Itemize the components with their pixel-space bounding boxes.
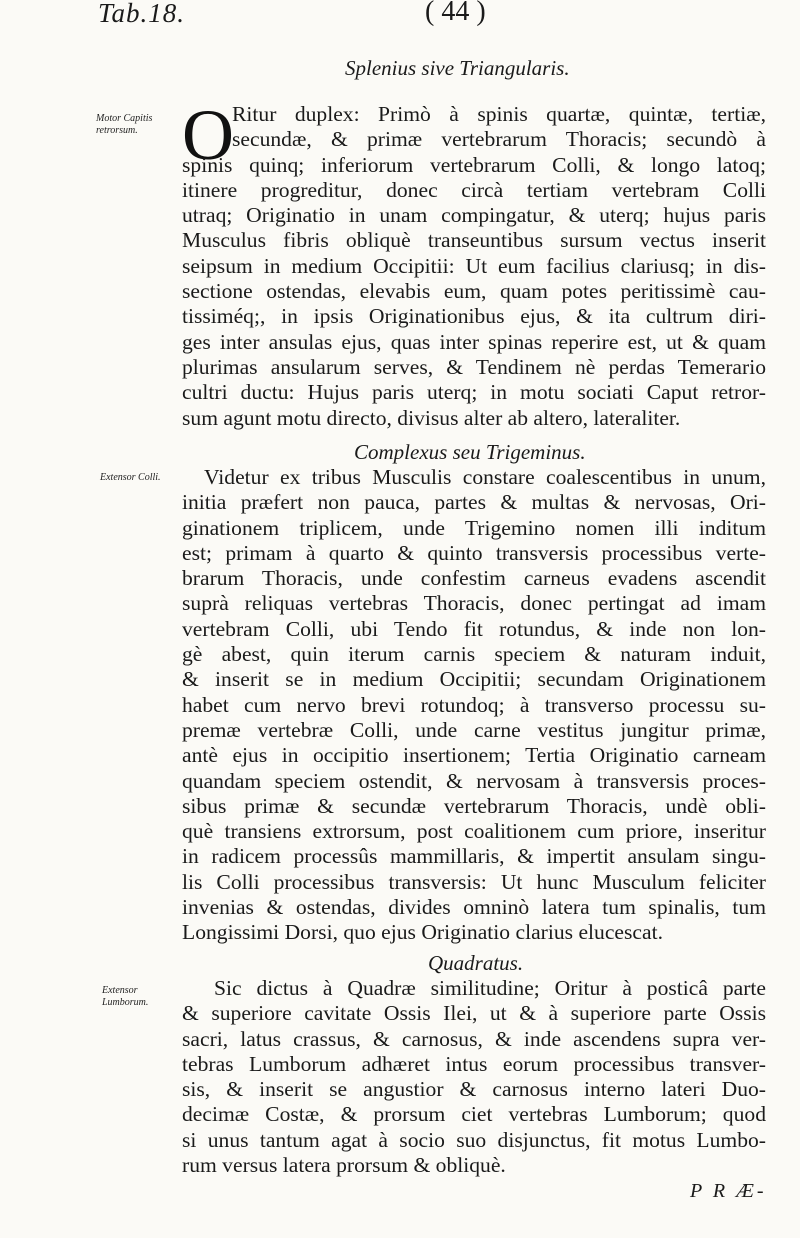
text-line: sum agunt motu directo, divisus alter ab altero, lateraliter. (182, 405, 681, 430)
text-line: invenias & ostendas, divides omninò latera tum spinalis, tum (182, 895, 766, 920)
text-line: & inserit se in medium Occipitii; secundam Originationem (182, 667, 766, 692)
text-line: itinere progreditur, donec circà tertiam vertebram Colli (182, 177, 766, 202)
text-line: Longissimi Dorsi, quo ejus Originatio clarius elucescat. (182, 920, 663, 945)
margin-note-line: Lumborum. (102, 997, 149, 1008)
text-line: Videtur ex tribus Musculis constare coalescentibus in unum, (204, 465, 766, 489)
text-line: lis Colli processibus transversis: Ut hunc Musculum feliciter (182, 869, 766, 894)
margin-note-line: Extensor (102, 985, 138, 996)
text-line: cultri ductu: Hujus paris uterq; in motu sociati Caput retror- (182, 380, 766, 405)
text-line: suprà reliquas vertebras Thoracis, donec pertingat ad imam (182, 591, 766, 616)
text-line: initia præfert non pauca, partes & multas & nervosas, Ori- (182, 490, 766, 515)
plate-reference: Tab.18. (98, 0, 186, 28)
section-heading-splenius: Splenius sive Triangularis. (345, 56, 570, 80)
paragraph-quadratus (182, 976, 766, 1178)
text-line: in radicem processûs mammillaris, & impertit ansulam singu- (182, 844, 766, 869)
text-line: utraq; Originatio in unam compingatur, & uterq; hujus paris (182, 203, 766, 228)
text-line: si unus tantum agat à socio suo disjunctus, fit motus Lumbo- (182, 1127, 766, 1152)
page-number: ( 44 ) (425, 0, 486, 27)
margin-note-extensor-lumborum (102, 985, 148, 1009)
text-line: spinis quinq; inferiorum vertebrarum Colli, & longo latoq; (182, 152, 766, 177)
text-line: & superiore cavitate Ossis Ilei, ut & à superiore parte Ossis (182, 1001, 766, 1026)
margin-note-line: retrorsum. (96, 125, 138, 136)
section-heading-complexus: Complexus seu Trigeminus. (354, 440, 586, 464)
text-line: secundæ, & primæ vertebrarum Thoracis; secundò à (232, 127, 766, 152)
text-line: tebras Lumborum adhæret intus eorum processibus transver- (182, 1051, 766, 1076)
text-line: habet cum nervo brevi rotundoq; à transverso processu su- (182, 692, 766, 717)
drop-capital: O (182, 95, 234, 175)
text-line: decimæ Costæ, & prorsum ciet vertebras Lumborum; quod (182, 1102, 766, 1127)
section-heading-quadratus: Quadratus. (428, 951, 524, 975)
text-line: antè ejus in occipitio insertionem; Tertia Originatio carneam (182, 743, 766, 768)
text-line: sibus primæ & secundæ vertebrarum Thoracis, undè obli- (182, 793, 766, 818)
margin-note-line: Motor Capitis (96, 113, 153, 124)
margin-note-extensor-colli (100, 472, 161, 484)
margin-note-line: Extensor Colli. (100, 472, 161, 483)
text-line: plurimas ansularum serves, & Tendinem nè perdas Temerario (182, 354, 766, 379)
text-line: tissiméq;, in ipsis Originationibus ejus, & ita cultrum diri- (182, 304, 766, 329)
text-line: sectione ostendas, elevabis eum, quam potes peritissimè cau- (182, 279, 766, 304)
text-line: Ritur duplex: Primò à spinis quartæ, quintæ, tertiæ, (232, 102, 766, 126)
text-line: vertebram Colli, ubi Tendo fit rotundus, & inde non lon- (182, 616, 766, 641)
text-line: rum versus latera prorsum & obliquè. (182, 1153, 506, 1178)
text-line: brarum Thoracis, unde confestim carneus evadens ascendit (182, 566, 766, 591)
margin-note-motor-capitis (96, 113, 152, 137)
text-line: ges inter ansulas ejus, quas inter spinas reperire est, ut & quam (182, 329, 766, 354)
text-line: ginationem triplicem, unde Trigemino nomen illi inditum (182, 515, 766, 540)
text-line: premæ vertebræ Colli, unde carne vestitus jungitur primæ, (182, 717, 766, 742)
paragraph-splenius (182, 95, 766, 431)
text-line: Sic dictus à Quadræ similitudine; Oritur à posticâ parte (214, 976, 766, 1000)
catchword: P R Æ- (690, 1180, 767, 1202)
text-line: gè abest, quin iterum carnis speciem & naturam induit, (182, 642, 766, 667)
text-line: sacri, latus crassus, & carnosus, & inde ascendens supra ver- (182, 1026, 766, 1051)
text-line: Musculus fibris obliquè transeuntibus sursum vectus inserit (182, 228, 766, 253)
text-line: seipsum in medium Occipitii: Ut eum facilius clariusq; in dis- (182, 253, 766, 278)
text-line: est; primam à quarto & quinto transversis processibus verte- (182, 540, 766, 565)
text-line: quandam speciem ostendit, & nervosam à transversis proces- (182, 768, 766, 793)
text-line: sis, & inserit se angustior & carnosus interno lateri Duo- (182, 1077, 766, 1102)
text-line: què transiens extrorsum, post coalitionem cum priore, inseritur (182, 819, 766, 844)
paragraph-complexus (182, 465, 766, 946)
